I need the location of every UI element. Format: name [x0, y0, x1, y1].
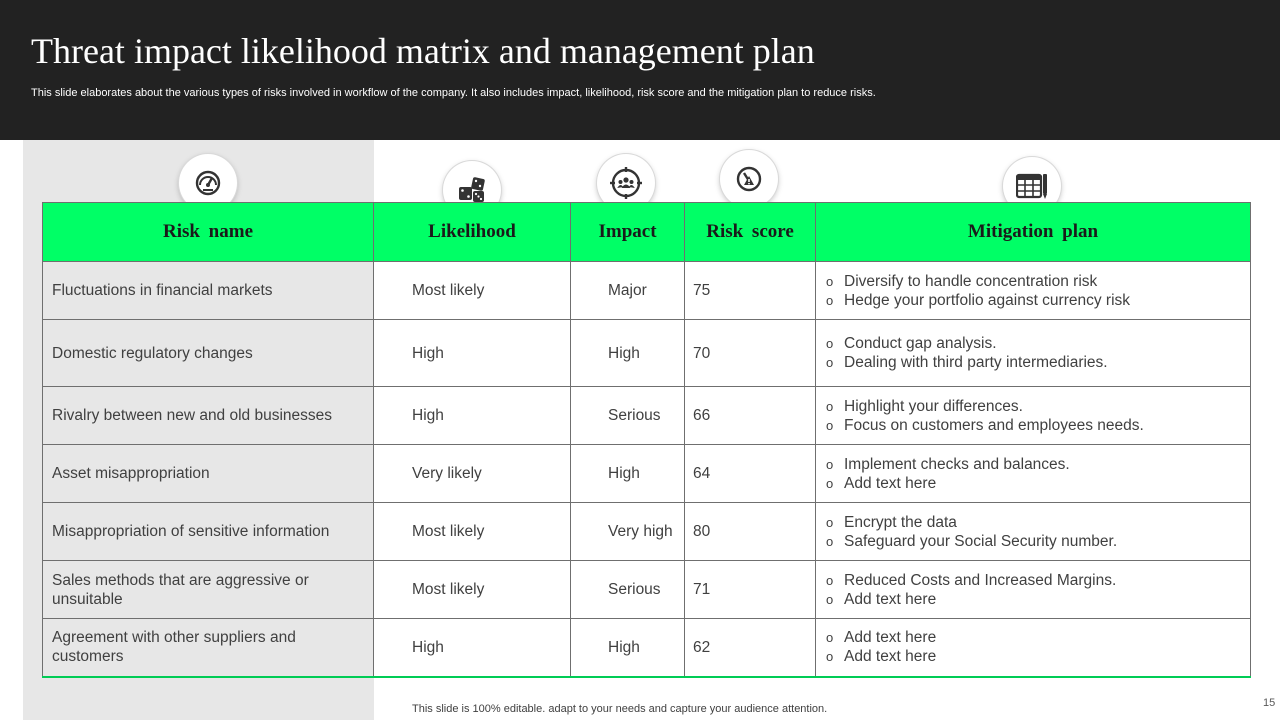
- header-risk-score: Risk score: [685, 203, 816, 262]
- cell-risk-name: Rivalry between new and old businesses: [43, 387, 374, 445]
- cell-mitigation-plan: [816, 445, 1251, 503]
- cell-likelihood: Most likely: [374, 262, 571, 320]
- plan-bullet: o Add text here: [826, 628, 1250, 647]
- plan-bullet: o Highlight your differences.: [826, 397, 1250, 416]
- cell-impact: High: [571, 320, 685, 387]
- cell-risk-name: Asset misappropriation: [43, 445, 374, 503]
- cell-mitigation-plan: [816, 561, 1251, 619]
- cell-risk-score: 62: [685, 619, 816, 677]
- cell-impact: High: [571, 445, 685, 503]
- cell-likelihood: Most likely: [374, 503, 571, 561]
- table-row: [43, 619, 1251, 677]
- plan-bullet: o Encrypt the data: [826, 513, 1250, 532]
- plan-bullet: o Reduced Costs and Increased Margins.: [826, 571, 1250, 590]
- header-risk-name: Risk name: [43, 203, 374, 262]
- cell-risk-score: 75: [685, 262, 816, 320]
- table-row: [43, 387, 1251, 445]
- cell-risk-name: Sales methods that are aggressive or unsuitable: [43, 561, 374, 619]
- plan-bullet: o Hedge your portfolio against currency risk: [826, 291, 1250, 310]
- cell-risk-score: 71: [685, 561, 816, 619]
- cell-risk-score: 66: [685, 387, 816, 445]
- cell-mitigation-plan: [816, 262, 1251, 320]
- plan-bullet: o Implement checks and balances.: [826, 455, 1250, 474]
- plan-bullet: o Diversify to handle concentration risk: [826, 272, 1250, 291]
- risk-matrix-table: [42, 202, 1251, 678]
- plan-bullet: o Conduct gap analysis.: [826, 334, 1250, 353]
- table-row: [43, 262, 1251, 320]
- table-row: [43, 320, 1251, 387]
- cell-impact: Serious: [571, 387, 685, 445]
- cell-mitigation-plan: [816, 387, 1251, 445]
- cell-likelihood: Very likely: [374, 445, 571, 503]
- cell-mitigation-plan: [816, 320, 1251, 387]
- cell-risk-name: Agreement with other suppliers and customers: [43, 619, 374, 677]
- cell-likelihood: High: [374, 387, 571, 445]
- cell-risk-score: 70: [685, 320, 816, 387]
- cell-mitigation-plan: [816, 503, 1251, 561]
- plan-bullet: o Safeguard your Social Security number.: [826, 532, 1250, 551]
- plan-bullet: o Add text here: [826, 590, 1250, 609]
- cell-likelihood: Most likely: [374, 561, 571, 619]
- table-row: [43, 445, 1251, 503]
- cell-impact: Serious: [571, 561, 685, 619]
- cell-impact: High: [571, 619, 685, 677]
- cell-risk-name: Domestic regulatory changes: [43, 320, 374, 387]
- cell-likelihood: High: [374, 320, 571, 387]
- footer-note: This slide is 100% editable. adapt to your needs and capture your audience attention.: [412, 703, 828, 715]
- slide-title: Threat impact likelihood matrix and management plan: [31, 31, 815, 71]
- gauge-warning-icon: [720, 150, 778, 208]
- plan-bullet: o Add text here: [826, 647, 1250, 666]
- table-header-row: [43, 203, 1251, 262]
- cell-mitigation-plan: [816, 619, 1251, 677]
- cell-risk-name: Fluctuations in financial markets: [43, 262, 374, 320]
- header-impact: Impact: [571, 203, 685, 262]
- cell-risk-score: 64: [685, 445, 816, 503]
- slide-subtitle: This slide elaborates about the various types of risks involved in workflow of the company. It also includes impact, likelihood, risk score and the mitigation plan to reduce risks.: [31, 87, 876, 99]
- header-likelihood: Likelihood: [374, 203, 571, 262]
- header-bar: [0, 0, 1280, 140]
- cell-risk-name: Misappropriation of sensitive information: [43, 503, 374, 561]
- table-row: [43, 503, 1251, 561]
- plan-bullet: o Add text here: [826, 474, 1250, 493]
- cell-impact: Major: [571, 262, 685, 320]
- cell-impact: Very high: [571, 503, 685, 561]
- plan-bullet: o Focus on customers and employees needs.: [826, 416, 1250, 435]
- cell-risk-score: 80: [685, 503, 816, 561]
- plan-bullet: o Dealing with third party intermediaries.: [826, 353, 1250, 372]
- header-mitigation-plan: Mitigation plan: [816, 203, 1251, 262]
- cell-likelihood: High: [374, 619, 571, 677]
- page-number: 15: [1263, 697, 1276, 709]
- table-row: [43, 561, 1251, 619]
